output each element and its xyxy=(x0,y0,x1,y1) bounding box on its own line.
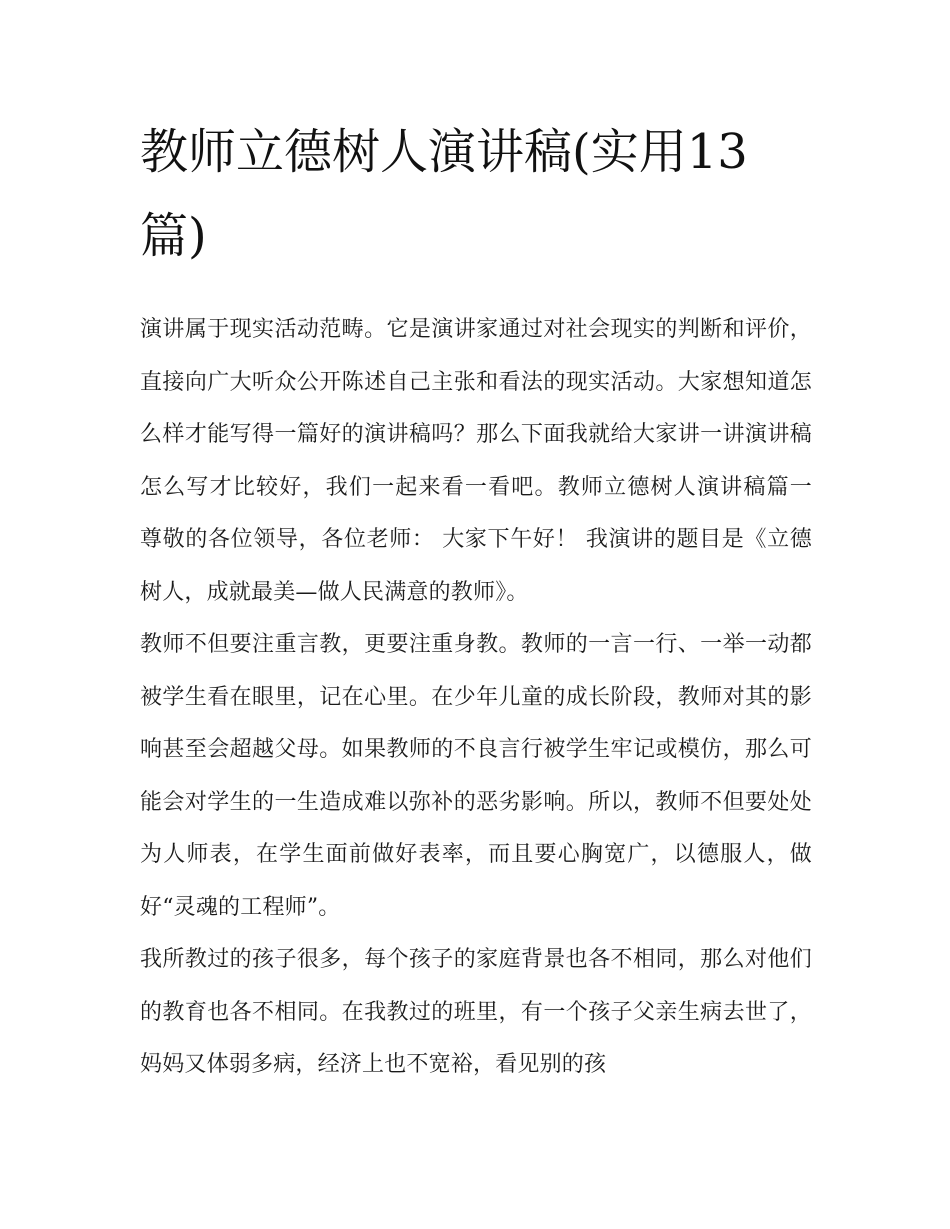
document-body xyxy=(140,304,812,1092)
document-page xyxy=(140,110,812,1092)
paragraph-student-story: 我所教过的孩子很多，每个孩子的家庭背景也各不相同，那么对他们的教育也各不相同。在我教过的班里，有一个孩子父亲生病去世了，妈妈又体弱多病，经济上也不宽裕，看见别的孩 xyxy=(140,947,812,1077)
paragraph-intro: 演讲属于现实活动范畴。它是演讲家通过对社会现实的判断和评价，直接向广大听众公开陈述自己主张和看法的现实活动。大家想知道怎么样才能写得一篇好的演讲稿吗？那么下面我就给大家讲一讲演讲稿怎么写才比较好，我们一起来看一看吧。教师立德树人演讲稿篇一 尊敬的各位领导，各位老师： 大家下午好！ 我演讲的题目是《立德树人，成就最美—做人民满意的教师》。 xyxy=(140,317,812,605)
document-title: 教师立德树人演讲稿(实用13篇) xyxy=(140,124,748,264)
paragraph-teacher-role: 教师不但要注重言教，更要注重身教。教师的一言一行、一举一动都被学生看在眼里，记在心里。在少年儿童的成长阶段，教师对其的影响甚至会超越父母。如果教师的不良言行被学生牢记或模仿，那么可能会对学生的一生造成难以弥补的恶劣影响。所以，教师不但要处处为人师表，在学生面前做好表率，而且要心胸宽广，以德服人，做好“灵魂的工程师”。 xyxy=(140,632,812,920)
